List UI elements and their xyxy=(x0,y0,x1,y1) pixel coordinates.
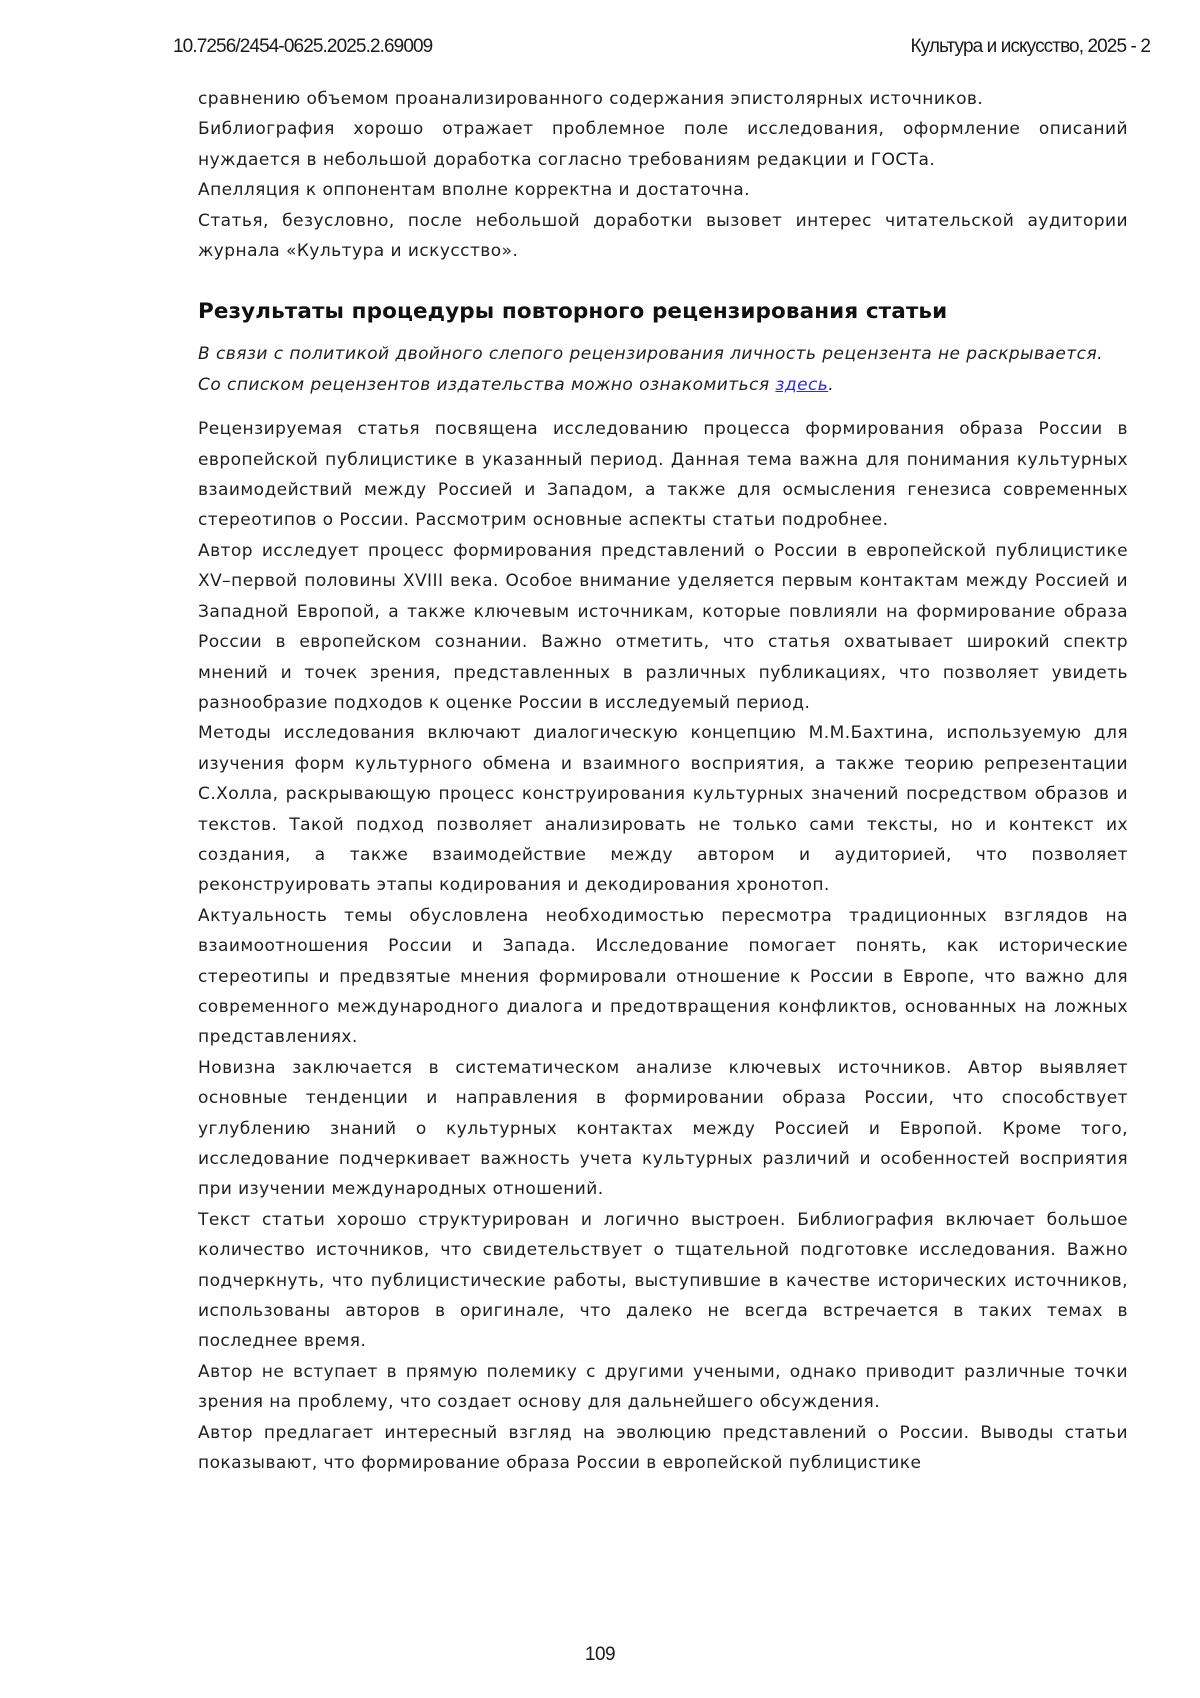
review-note xyxy=(198,339,1128,400)
paragraph: сравнению объемом проанализированного содержания эпистолярных источников. xyxy=(198,89,984,109)
page-content xyxy=(198,84,1128,1478)
paragraph: Библиография хорошо отражает проблемное поле исследования, оформление описаний нуждается в небольшой доработка согласно требованиям редакции и ГОСТа. xyxy=(198,119,1128,170)
review-body xyxy=(198,414,1128,1478)
paragraph: Автор исследует процесс формирования представлений о России в европейской публицистике XV–первой половины XVIII века. Особое внимание уделяется первым контактам между Россией и Западной Европой, а также ключевым источникам, которые повлияли на формирование образа России в европейском сознании. Важно отметить, что статья охватывает широкий спектр мнений и точек зрения, представленных в различных публикациях, что позволяет увидеть разнообразие подходов к оценке России в исследуемый период. xyxy=(198,540,1128,713)
reviewers-list-suffix: . xyxy=(828,374,835,395)
section-title: Результаты процедуры повторного рецензирования статьи xyxy=(198,299,948,325)
page-number: 109 xyxy=(584,1644,616,1665)
paragraph: Актуальность темы обусловлена необходимостью пересмотра традиционных взглядов на взаимоотношения России и Запада. Исследование помогает понять, как исторические стереотипы и предвзятые мнения формировали отношение к России в Европе, что важно для современного международного диалога и предотвращения конфликтов, основанных на ложных представлениях. xyxy=(198,905,1128,1048)
reviewers-list-note xyxy=(198,370,1128,400)
paragraph: Новизна заключается в систематическом анализе ключевых источников. Автор выявляет основные тенденции и направления в формировании образа России, что способствует углублению знаний о культурных контактах между Россией и Европой. Кроме того, исследование подчеркивает важность учета культурных различий и особенностей восприятия при изучении международных отношений. xyxy=(198,1057,1128,1200)
paragraph: Автор предлагает интересный взгляд на эволюцию представлений о России. Выводы статьи показывают, что формирование образа России в европейской публицистике xyxy=(198,1422,1128,1474)
paragraph: Апелляция к оппонентам вполне корректна и достаточна. xyxy=(198,180,750,201)
header-journal: Культура и искусство, 2025 - 2 xyxy=(910,36,1150,57)
header-doi: 10.7256/2454-0625.2025.2.69009 xyxy=(173,36,433,57)
reviewers-list-text: Со списком рецензентов издательства можно ознакомиться xyxy=(198,374,776,395)
intro-block xyxy=(198,84,1128,266)
review-policy-note: В связи с политикой двойного слепого рецензирования личность рецензента не раскрывается. xyxy=(198,344,1103,365)
paragraph: Автор не вступает в прямую полемику с другими учеными, однако приводит различные точки зрения на проблему, что создает основу для дальнейшего обсуждения. xyxy=(198,1361,1128,1413)
paragraph: Текст статьи хорошо структурирован и логично выстроен. Библиография включает большое количество источников, что свидетельствует о тщательной подготовке исследования. Важно подчеркнуть, что публицистические работы, выступившие в качестве исторических источников, использованы авторов в оригинале, что далеко не всегда встречается в таких темах в последнее время. xyxy=(198,1209,1128,1352)
paragraph: Рецензируемая статья посвящена исследованию процесса формирования образа России в европейской публицистике в указанный период. Данная тема важна для понимания культурных взаимодействий между Россией и Западом, а также для осмысления генезиса современных стереотипов о России. Рассмотрим основные аспекты статьи подробнее. xyxy=(198,419,1128,531)
paragraph: Методы исследования включают диалогическую концепцию М.М.Бахтина, используемую для изучения форм культурного обмена и взаимного восприятия, а также теорию репрезентации С.Холла, раскрывающую процесс конструирования культурных значений посредством образов и текстов. Такой подход позволяет анализировать не только сами тексты, но и контекст их создания, а также взаимодействие между автором и аудиторией, что позволяет реконструировать этапы кодирования и декодирования хронотоп. xyxy=(198,723,1128,896)
reviewers-list-link[interactable]: здесь xyxy=(775,374,829,395)
paragraph: Статья, безусловно, после небольшой доработки вызовет интерес читательской аудитории журнала «Культура и искусство». xyxy=(198,210,1128,262)
